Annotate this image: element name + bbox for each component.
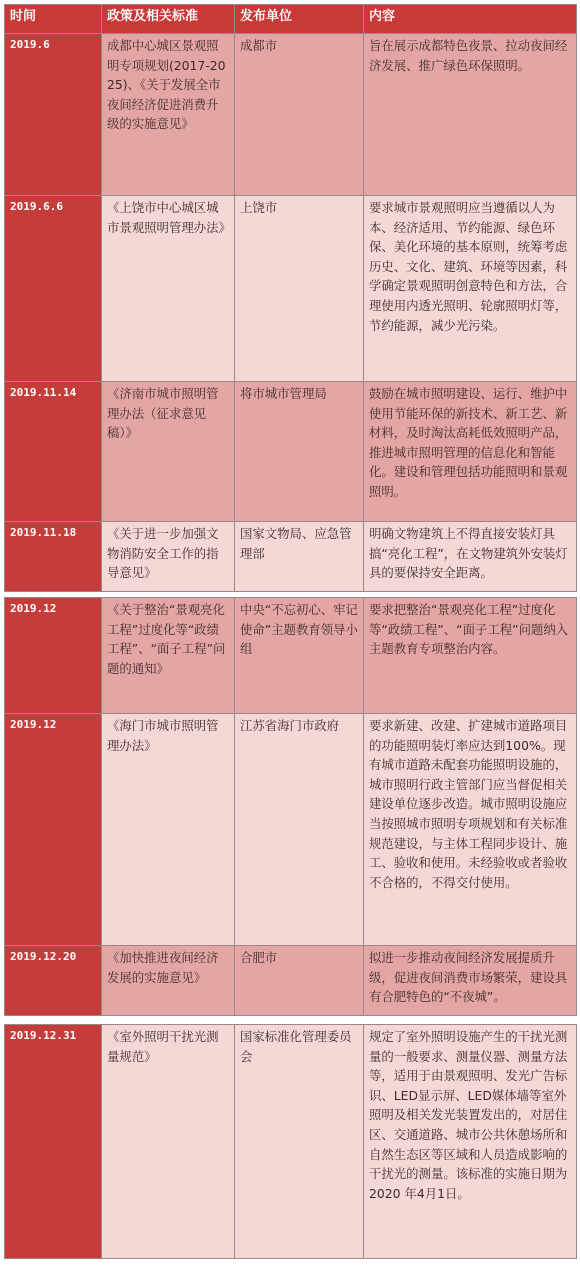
table-row: [5, 34, 577, 196]
row-content: 拟进一步推动夜间经济发展提质升级，促进夜间消费市场繁荣，建设具有合肥特色的“不夜城”。: [364, 946, 577, 1016]
row-policy: 《海门市城市照明管理办法》: [102, 714, 235, 946]
row-time: 2019.6.6: [5, 196, 102, 382]
row-issuer: 中央“不忘初心、牢记使命”主题教育领导小组: [235, 598, 364, 714]
row-issuer: 成都市: [235, 34, 364, 196]
row-policy: 《关于整治“景观亮化工程”过度化等“政绩工程”、“面子工程”问题的通知》: [102, 598, 235, 714]
row-policy: 《关于进一步加强文物消防安全工作的指导意见》: [102, 522, 235, 592]
policy-table-1: [4, 4, 577, 592]
row-content: 规定了室外照明设施产生的干扰光测量的一般要求、测量仪器、测量方法等，适用于由景观照明、发光广告标识、LED显示屏、LED媒体墙等室外照明及相关发光装置发出的，对居住区、交通道路、城市公共休憩场所和自然生态区等区域和人员造成影响的干扰光的测量。该标准的实施日期为 2020 年4月1日。: [364, 1025, 577, 1259]
row-content: 鼓励在城市照明建设、运行、维护中使用节能环保的新技术、新工艺、新材料，及时淘汰高耗低效照明产品，推进城市照明管理的信息化和智能化。建设和管理包括功能照明和景观照明。: [364, 382, 577, 522]
table-row: [5, 946, 577, 1016]
row-time: 2019.6: [5, 34, 102, 196]
header-time: 时间: [5, 5, 102, 34]
row-issuer: 合肥市: [235, 946, 364, 1016]
table-row: [5, 598, 577, 714]
row-issuer: 上饶市: [235, 196, 364, 382]
table-row: [5, 522, 577, 592]
table-row: [5, 196, 577, 382]
row-time: 2019.11.14: [5, 382, 102, 522]
table-row: [5, 714, 577, 946]
table-header-row: [5, 5, 577, 34]
row-issuer: 国家文物局、应急管理部: [235, 522, 364, 592]
row-time: 2019.12.20: [5, 946, 102, 1016]
row-policy: 《室外照明干扰光测量规范》: [102, 1025, 235, 1259]
row-content: 要求新建、改建、扩建城市道路项目的功能照明装灯率应达到100%。现有城市道路未配套功能照明设施的，城市照明行政主管部门应当督促相关建设单位逐步改造。城市照明设施应当按照城市照明专项规划和有关标准规范建设，与主体工程同步设计、施工、验收和使用。未经验收或者验收不合格的，不得交付使用。: [364, 714, 577, 946]
row-issuer: 江苏省海门市政府: [235, 714, 364, 946]
row-time: 2019.11.18: [5, 522, 102, 592]
header-issuer: 发布单位: [235, 5, 364, 34]
row-time: 2019.12: [5, 714, 102, 946]
row-content: 旨在展示成都特色夜景、拉动夜间经济发展、推广绿色环保照明。: [364, 34, 577, 196]
row-content: 要求城市景观照明应当遵循以人为本、经济适用、节约能源、绿色环保、美化环境的基本原则，统筹考虑历史、文化、建筑、环境等因素，科学确定景观照明创意特色和方法，合理使用内透光照明、轮廓照明灯等，节约能源，减少光污染。: [364, 196, 577, 382]
policy-table-3: [4, 1024, 577, 1259]
row-policy: 成都中心城区景观照明专项规划(2017-2025)、《关于发展全市夜间经济促进消费升级的实施意见》: [102, 34, 235, 196]
row-issuer: 国家标准化管理委员会: [235, 1025, 364, 1259]
header-content: 内容: [364, 5, 577, 34]
row-issuer: 将市城市管理局: [235, 382, 364, 522]
table-row: [5, 1025, 577, 1259]
row-time: 2019.12: [5, 598, 102, 714]
row-content: 要求把整治“景观亮化工程”过度化等“政绩工程”、“面子工程”问题纳入主题教育专项整治内容。: [364, 598, 577, 714]
policy-table-2: [4, 597, 577, 1016]
header-policy: 政策及相关标准: [102, 5, 235, 34]
row-time: 2019.12.31: [5, 1025, 102, 1259]
row-policy: 《济南市城市照明管理办法（征求意见稿）》: [102, 382, 235, 522]
row-policy: 《加快推进夜间经济发展的实施意见》: [102, 946, 235, 1016]
table-row: [5, 382, 577, 522]
row-policy: 《上饶市中心城区城市景观照明管理办法》: [102, 196, 235, 382]
row-content: 明确文物建筑上不得直接安装灯具搞“亮化工程”，在文物建筑外安装灯具的要保持安全距离。: [364, 522, 577, 592]
